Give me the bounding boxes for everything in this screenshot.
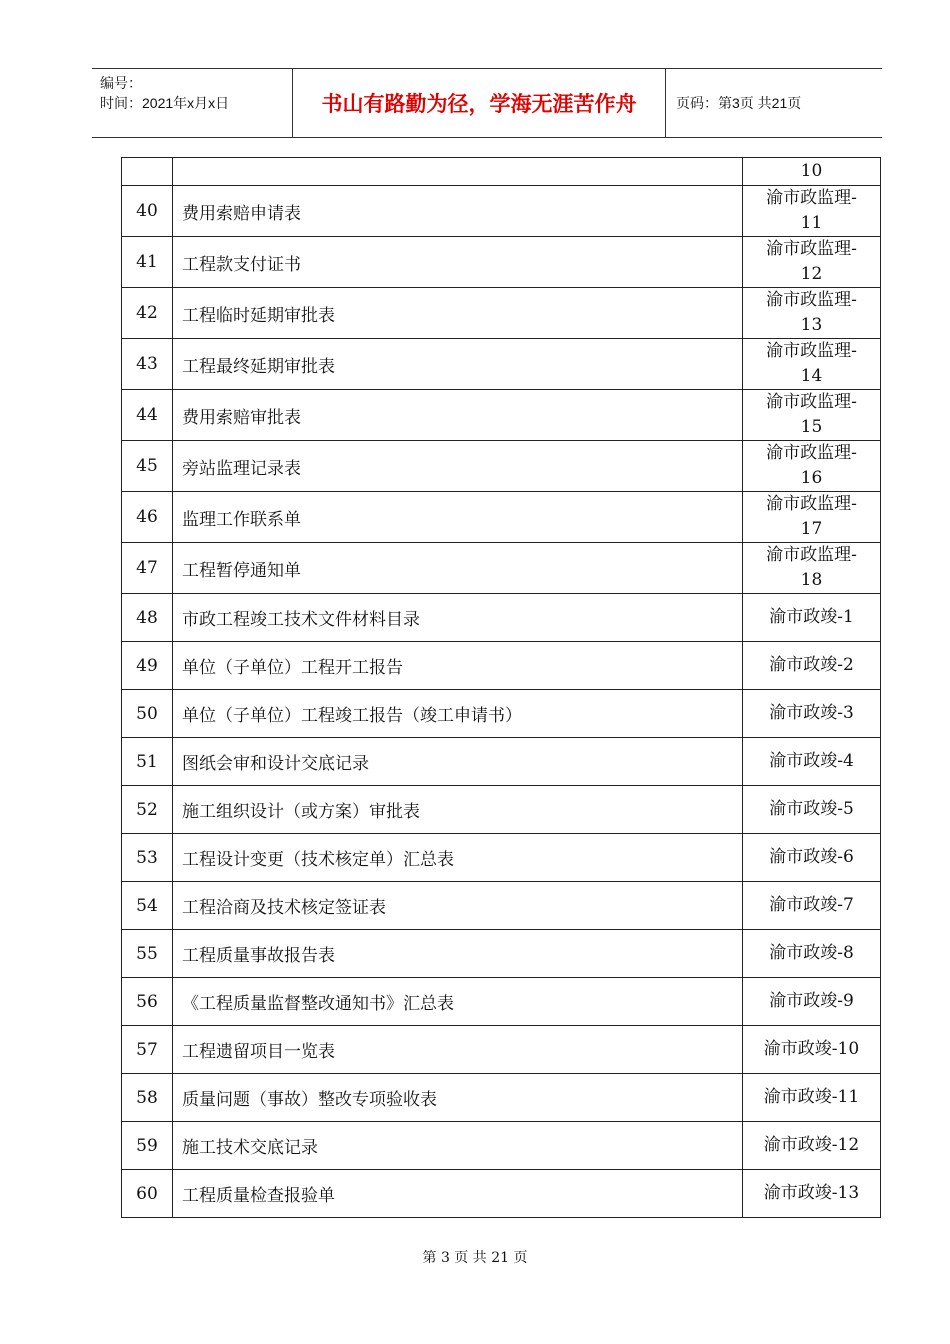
row-code-line1: 渝市政竣-2: [769, 655, 854, 675]
row-title: 单位（子单位）工程竣工报告（竣工申请书）: [173, 690, 743, 738]
row-title: 费用索赔审批表: [173, 390, 743, 441]
row-code-line1: 渝市政竣-6: [769, 847, 854, 867]
row-number: 49: [122, 642, 173, 690]
row-code-line1: 渝市政竣-11: [763, 1087, 860, 1107]
row-code-line2: 18: [800, 570, 823, 590]
row-code: [743, 1026, 881, 1074]
row-code-line1: 渝市政竣-1: [769, 607, 854, 627]
row-number: 59: [122, 1122, 173, 1170]
table-row: [122, 642, 881, 690]
row-code: [743, 543, 881, 594]
row-number: 40: [122, 186, 173, 237]
row-code-line1: 渝市政竣-5: [769, 799, 854, 819]
row-code-line1: 渝市政监理-: [766, 545, 857, 565]
row-code-line1: 渝市政监理-: [766, 443, 857, 463]
row-code: [743, 978, 881, 1026]
row-title: 工程质量检查报验单: [173, 1170, 743, 1218]
table-row: [122, 882, 881, 930]
row-code: [743, 738, 881, 786]
row-number: [122, 158, 173, 186]
row-number: 56: [122, 978, 173, 1026]
table-row: [122, 690, 881, 738]
row-number: 45: [122, 441, 173, 492]
row-number: 46: [122, 492, 173, 543]
row-title: 质量问题（事故）整改专项验收表: [173, 1074, 743, 1122]
header-page-info: 页码：第3页 共21页: [676, 95, 802, 111]
row-title: 《工程质量监督整改通知书》汇总表: [173, 978, 743, 1026]
table-row: [122, 339, 881, 390]
row-title: 工程暂停通知单: [173, 543, 743, 594]
row-title: 施工技术交底记录: [173, 1122, 743, 1170]
table-row: [122, 390, 881, 441]
row-code: [743, 492, 881, 543]
form-list-table: [121, 157, 881, 1218]
table-row: [122, 288, 881, 339]
row-title: 费用索赔申请表: [173, 186, 743, 237]
row-title: 监理工作联系单: [173, 492, 743, 543]
table-row: [122, 186, 881, 237]
row-code-line1: 渝市政监理-: [766, 188, 857, 208]
table-row: [122, 930, 881, 978]
row-number: 53: [122, 834, 173, 882]
row-title: 旁站监理记录表: [173, 441, 743, 492]
row-code-line2: 17: [800, 519, 823, 539]
document-number-label: 编号：: [100, 75, 142, 91]
table-row: [122, 441, 881, 492]
row-number: 41: [122, 237, 173, 288]
row-number: 60: [122, 1170, 173, 1218]
row-number: 55: [122, 930, 173, 978]
table-row: [122, 1026, 881, 1074]
row-number: 52: [122, 786, 173, 834]
row-code-line2: 13: [800, 315, 823, 335]
row-number: 44: [122, 390, 173, 441]
row-code-line1: 渝市政竣-10: [763, 1039, 860, 1059]
row-number: 51: [122, 738, 173, 786]
row-title: 施工组织设计（或方案）审批表: [173, 786, 743, 834]
row-code-line1: 渝市政竣-13: [763, 1183, 860, 1203]
row-code-line2: 12: [800, 264, 823, 284]
row-number: 42: [122, 288, 173, 339]
row-number: 47: [122, 543, 173, 594]
row-title: 工程设计变更（技术核定单）汇总表: [173, 834, 743, 882]
row-code-line1: 渝市政竣-8: [769, 943, 854, 963]
row-code: [743, 441, 881, 492]
row-title: 工程洽商及技术核定签证表: [173, 882, 743, 930]
row-number: 50: [122, 690, 173, 738]
header-motto: 书山有路勤为径，学海无涯苦作舟: [293, 69, 666, 137]
row-title: 单位（子单位）工程开工报告: [173, 642, 743, 690]
row-code-line1: 渝市政监理-: [766, 494, 857, 514]
page-footer: 第 3 页 共 21 页: [422, 1250, 528, 1266]
row-code: [743, 339, 881, 390]
row-code: 10: [743, 158, 881, 186]
row-title: 市政工程竣工技术文件材料目录: [173, 594, 743, 642]
row-code: [743, 642, 881, 690]
row-code-line1: 渝市政竣-12: [763, 1135, 860, 1155]
row-code: [743, 390, 881, 441]
row-code-line1: 渝市政监理-: [766, 392, 857, 412]
table-row: [122, 543, 881, 594]
row-code-line1: 渝市政竣-4: [769, 751, 854, 771]
table-row: [122, 594, 881, 642]
table-row: [122, 1122, 881, 1170]
row-code: [743, 786, 881, 834]
row-title: 工程最终延期审批表: [173, 339, 743, 390]
row-code-line2: 11: [800, 213, 823, 233]
table-row: [122, 237, 881, 288]
row-code: [743, 1074, 881, 1122]
header-meta: [92, 69, 293, 137]
row-code: [743, 186, 881, 237]
row-code-line1: 渝市政监理-: [766, 341, 857, 361]
row-code-line1: 渝市政竣-3: [769, 703, 854, 723]
row-code: [743, 882, 881, 930]
page-header: [92, 68, 882, 138]
table-row: [122, 158, 881, 186]
row-code-line1: 渝市政监理-: [766, 290, 857, 310]
table-row: [122, 786, 881, 834]
table-row: [122, 834, 881, 882]
row-number: 43: [122, 339, 173, 390]
row-title: 工程遗留项目一览表: [173, 1026, 743, 1074]
row-code-line1: 渝市政竣-7: [769, 895, 854, 915]
row-code: [743, 930, 881, 978]
row-code-line1: 渝市政竣-9: [769, 991, 854, 1011]
row-code-line2: 14: [800, 366, 823, 386]
table-row: [122, 492, 881, 543]
row-number: 54: [122, 882, 173, 930]
row-code: [743, 594, 881, 642]
row-code: [743, 834, 881, 882]
row-code-line1: 渝市政监理-: [766, 239, 857, 259]
table-row: [122, 1074, 881, 1122]
row-number: 48: [122, 594, 173, 642]
row-title: [173, 158, 743, 186]
table-row: [122, 1170, 881, 1218]
row-code: [743, 1122, 881, 1170]
row-number: 58: [122, 1074, 173, 1122]
row-title: 工程款支付证书: [173, 237, 743, 288]
row-title: 工程临时延期审批表: [173, 288, 743, 339]
row-title: 工程质量事故报告表: [173, 930, 743, 978]
row-code: [743, 1170, 881, 1218]
row-code-line2: 16: [800, 468, 823, 488]
row-title: 图纸会审和设计交底记录: [173, 738, 743, 786]
table-row: [122, 978, 881, 1026]
row-code: [743, 237, 881, 288]
row-number: 57: [122, 1026, 173, 1074]
row-code: [743, 690, 881, 738]
row-code-line2: 15: [800, 417, 823, 437]
table-row: [122, 738, 881, 786]
document-time-label: 时间：2021年x月x日: [100, 95, 230, 111]
row-code: [743, 288, 881, 339]
